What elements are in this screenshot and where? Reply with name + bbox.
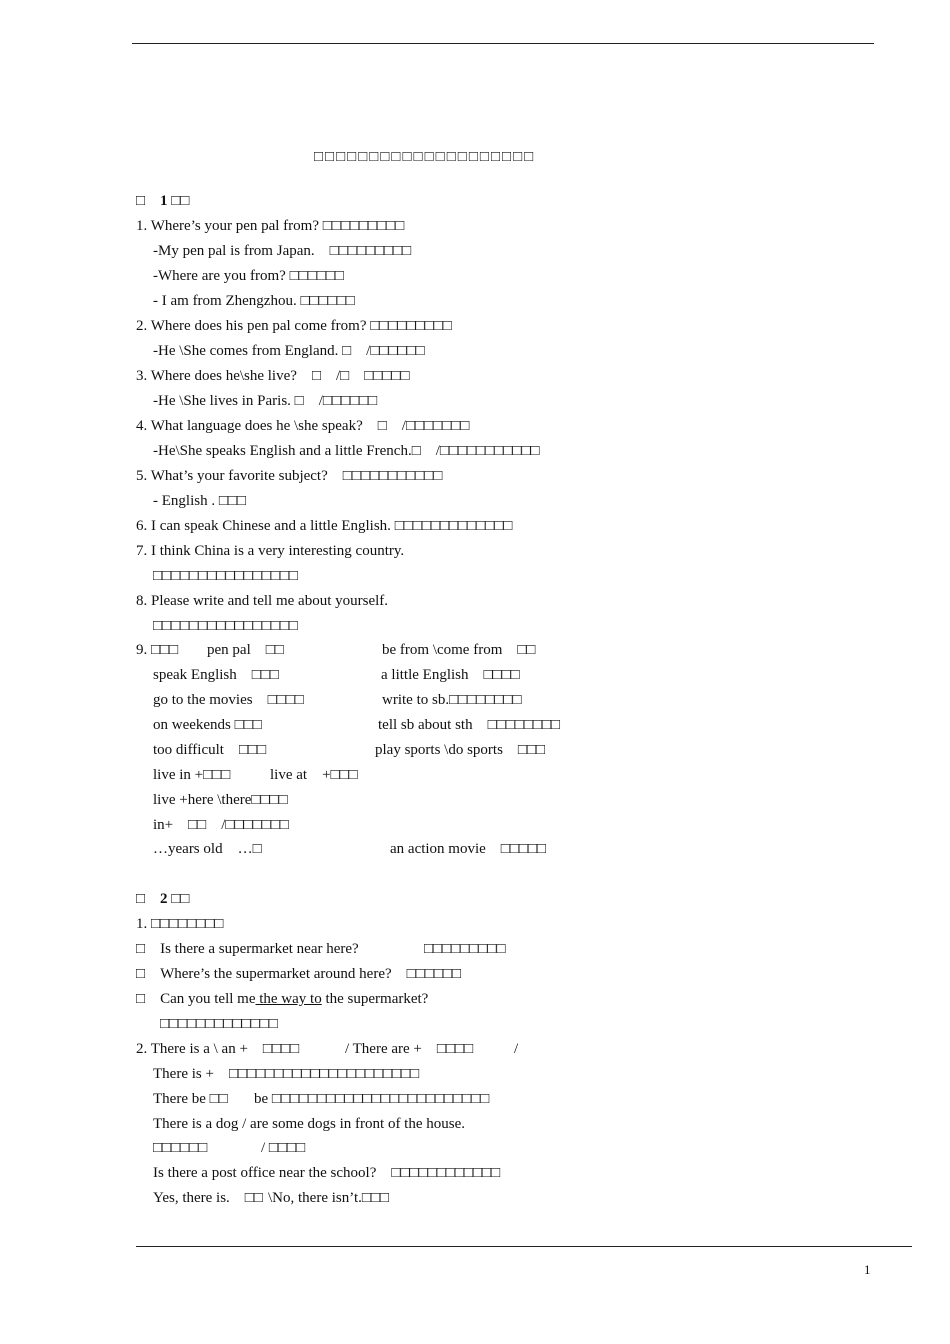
sentence-line: - English . □□□ <box>153 493 247 509</box>
there-be-line: There be □□ <box>153 1091 228 1107</box>
unit1-heading: □ 1 □□ <box>136 193 190 209</box>
sentence-line: 6. I can speak Chinese and a little English. □□□□□□□□□□□□□ <box>136 518 513 534</box>
phrase-left: on weekends □□□ <box>153 717 262 733</box>
sentence-line: -Where are you from? □□□□□□ <box>153 268 344 284</box>
phrase-left: speak English □□□ <box>153 667 279 683</box>
sentence-line: -My pen pal is from Japan. □□□□□□□□□ <box>153 243 412 259</box>
phrase-left: go to the movies □□□□ <box>153 692 304 708</box>
phrases-label: 9. □□□ <box>136 642 179 658</box>
sentence-line: 2. Where does his pen pal come from? □□□□□□□□□ <box>136 318 452 334</box>
translation-line: / □□□□ <box>261 1140 306 1156</box>
example-sentence: Yes, there is. □□ <box>153 1190 263 1206</box>
unit2-heading: □ 2 □□ <box>136 891 190 907</box>
sentence-line: - I am from Zhengzhou. □□□□□□ <box>153 293 355 309</box>
example-sentence: Is there a post office near the school? □□□□□□□□□□□□ <box>153 1165 501 1181</box>
header-rule <box>132 43 874 44</box>
way-line: □ Is there a supermarket near here? <box>136 941 359 957</box>
sentence-line: 1. Where’s your pen pal from? □□□□□□□□□ <box>136 218 405 234</box>
sentence-line: 3. Where does he\she live? □ /□ □□□□□ <box>136 368 410 384</box>
there-be-line: There is + □□□□□□□□□□□□□□□□□□□□□ <box>153 1066 420 1082</box>
underlined-phrase: the way to <box>255 991 322 1007</box>
question-label: 1. □□□□□□□□ <box>136 916 224 932</box>
there-be-line: / <box>514 1041 519 1057</box>
sentence-line: -He \She lives in Paris. □ /□□□□□□ <box>153 393 378 409</box>
phrase-right: write to sb.□□□□□□□□ <box>382 692 522 708</box>
sentence-line: 5. What’s your favorite subject? □□□□□□□□□□□ <box>136 468 443 484</box>
phrase-left: pen pal □□ <box>207 642 284 658</box>
phrase-right: be from \come from □□ <box>382 642 536 658</box>
translation-line: □□□□□□ <box>153 1140 208 1156</box>
document-title: □□□□□□□□□□□□□□□□□□□□ <box>314 149 536 165</box>
example-sentence: \No, there isn’t.□□□ <box>268 1190 390 1206</box>
sentence-line: -He\She speaks English and a little French.□ /□□□□□□□□□□□ <box>153 443 540 459</box>
sentence-line: 7. I think China is a very interesting country. <box>136 543 405 559</box>
there-be-line: / There are + □□□□ <box>345 1041 474 1057</box>
there-be-line: 2. There is a \ an + □□□□ <box>136 1041 300 1057</box>
way-translation: □□□□□□□□□ <box>424 941 506 957</box>
way-line: □ Where’s the supermarket around here? □□□□□□ <box>136 966 462 982</box>
phrase-right: tell sb about sth □□□□□□□□ <box>378 717 561 733</box>
phrase-left: in+ □□ /□□□□□□□ <box>153 817 289 833</box>
phrase-right: an action movie □□□□□ <box>390 841 547 857</box>
phrase-right: play sports \do sports □□□ <box>375 742 546 758</box>
sentence-line: 8. Please write and tell me about yourself. <box>136 593 389 609</box>
footer-rule <box>136 1246 912 1247</box>
sentence-line: -He \She comes from England. □ /□□□□□□ <box>153 343 425 359</box>
translation-line: □□□□□□□□□□□□□□□□ <box>153 618 298 634</box>
phrase-left: live +here \there□□□□ <box>153 792 288 808</box>
example-sentence: There is a dog / are some dogs in front of the house. <box>153 1116 466 1132</box>
translation-line: □□□□□□□□□□□□□□□□ <box>153 568 298 584</box>
phrase-left: live in +□□□ <box>153 767 231 783</box>
way-line: □ Can you tell me the way to the supermarket? <box>136 991 429 1007</box>
phrase-right: a little English □□□□ <box>381 667 520 683</box>
sentence-line: 4. What language does he \she speak? □ /□□□□□□□ <box>136 418 470 434</box>
phrase-left: too difficult □□□ <box>153 742 267 758</box>
page-number: 1 <box>864 1262 871 1277</box>
there-be-line: be □□□□□□□□□□□□□□□□□□□□□□□□ <box>254 1091 490 1107</box>
translation-line: □□□□□□□□□□□□□ <box>160 1016 278 1032</box>
phrase-right: live at +□□□ <box>270 767 358 783</box>
phrase-left: …years old …□ <box>153 841 262 857</box>
